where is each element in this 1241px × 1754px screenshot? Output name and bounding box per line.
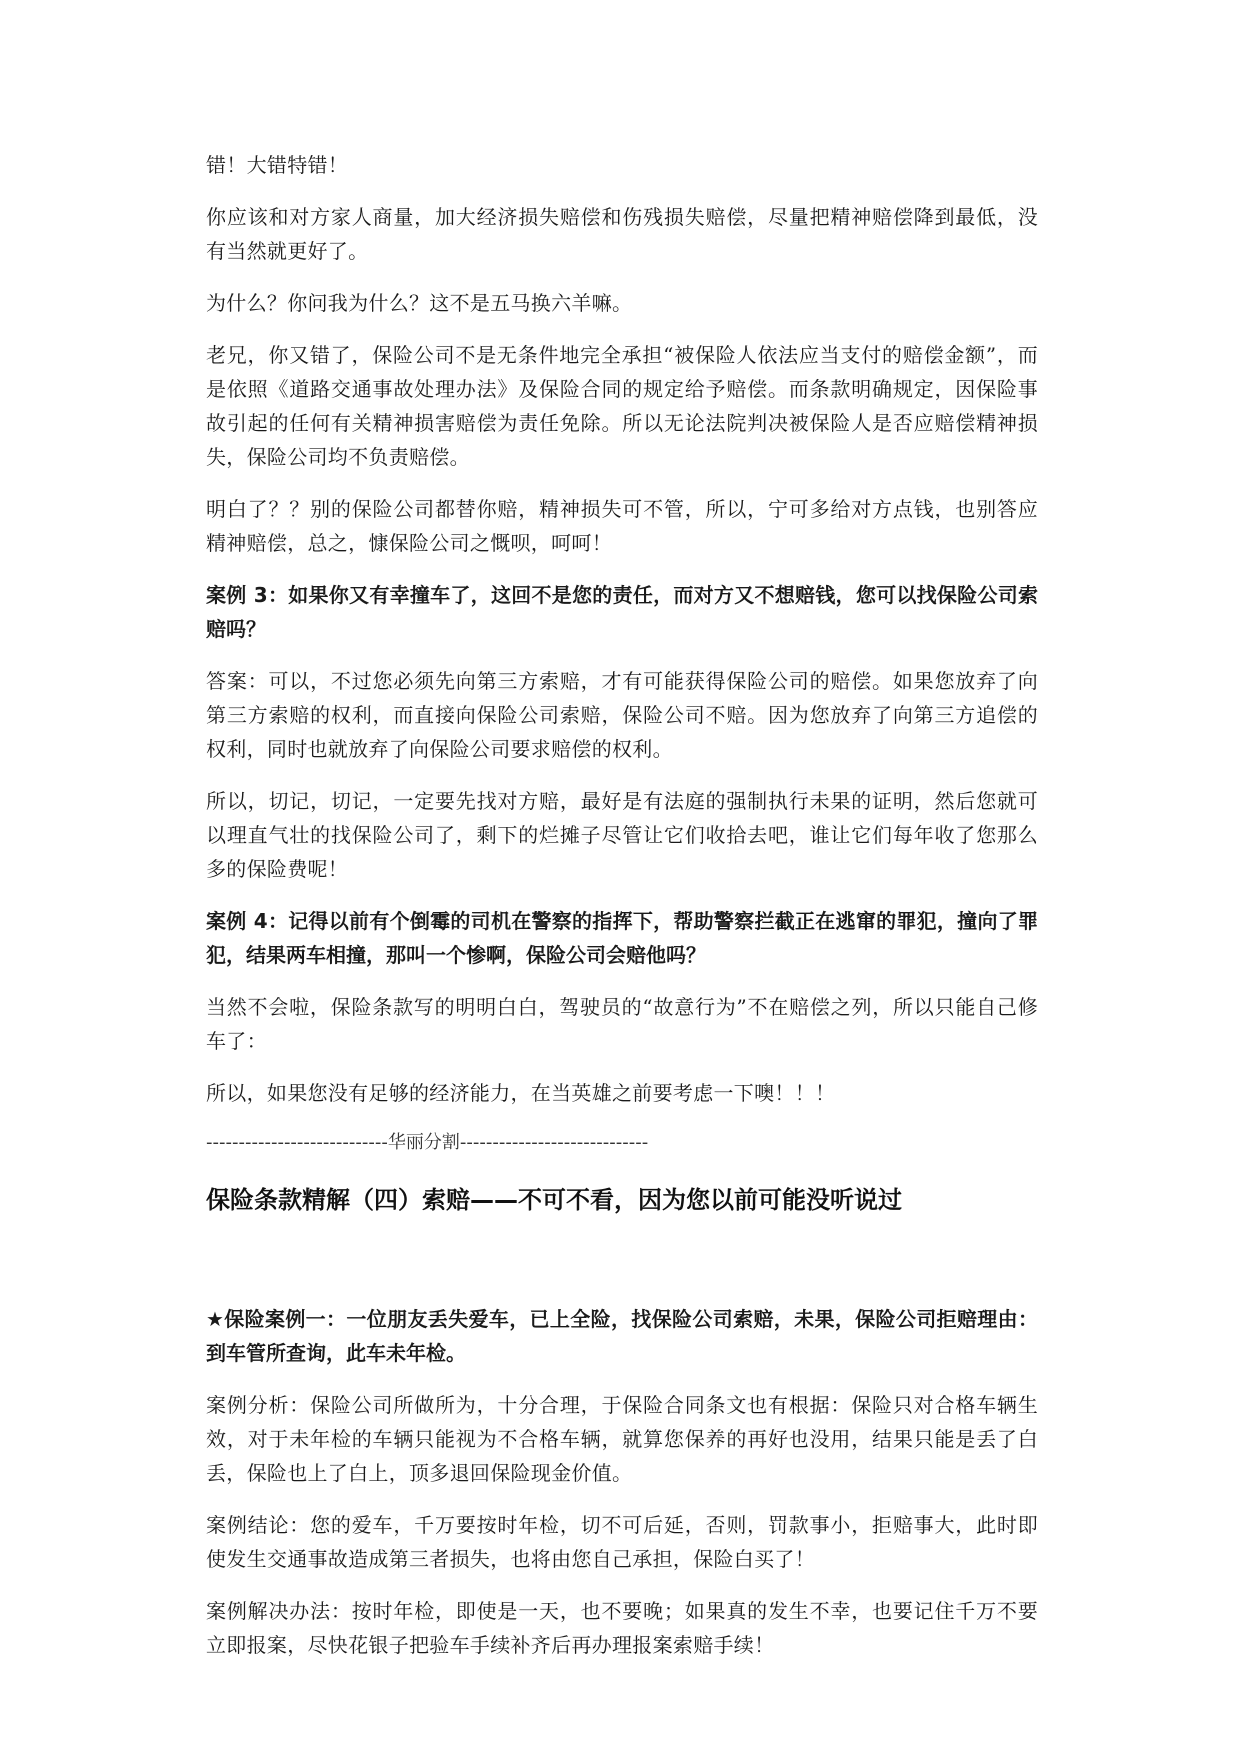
case-one-title: ★保险案例一：一位朋友丢失爱车，已上全险，找保险公司索赔，未果，保险公司拒赔理由：到车管所查询，此车未年检。 <box>206 1307 1038 1365</box>
paragraph-understand: 明白了？？别的保险公司都替你赔，精神损失可不管，所以，宁可多给对方点钱，也别答应精神赔偿，总之，慷保险公司之慨呗，呵呵！ <box>206 497 1038 555</box>
case-3-answer: 答案：可以，不过您必须先向第三方索赔，才有可能获得保险公司的赔偿。如果您放弃了向第三方索赔的权利，而直接向保险公司索赔，保险公司不赔。因为您放弃了向第三方追偿的权利，同时也就放弃了向保险公司要求赔偿的权利。 <box>206 669 1038 761</box>
case-4-advice: 所以，如果您没有足够的经济能力，在当英雄之前要考虑一下噢！！！ <box>206 1081 836 1105</box>
paragraph-wrong: 错！大错特错！ <box>206 153 349 177</box>
case-4-question: 案例 4：记得以前有个倒霉的司机在警察的指挥下，帮助警察拦截正在逃窜的罪犯，撞向了罪犯，结果两车相撞，那叫一个惨啊，保险公司会赔他吗？ <box>206 909 1038 967</box>
section-divider: ----------------------------华丽分割----------------------------- <box>206 1132 649 1153</box>
document-page <box>206 148 1038 1680</box>
paragraph-negotiate: 你应该和对方家人商量，加大经济损失赔偿和伤残损失赔偿，尽量把精神赔偿降到最低，没有当然就更好了。 <box>206 205 1038 263</box>
case-one-analysis: 案例分析：保险公司所做所为，十分合理，于保险合同条文也有根据：保险只对合格车辆生效，对于未年检的车辆只能视为不合格车辆，就算您保养的再好也没用，结果只能是丢了白丢，保险也上了白上，顶多退回保险现金价值。 <box>206 1393 1038 1485</box>
section-heading: 保险条款精解（四）索赔——不可不看，因为您以前可能没听说过 <box>206 1186 902 1214</box>
case-3-advice: 所以，切记，切记，一定要先找对方赔，最好是有法庭的强制执行未果的证明，然后您就可以理直气壮的找保险公司了，剩下的烂摊子尽管让它们收拾去吧，谁让它们每年收了您那么多的保险费呢！ <box>206 789 1038 881</box>
paragraph-explanation: 老兄，你又错了，保险公司不是无条件地完全承担“被保险人依法应当支付的赔偿金额”，而是依照《道路交通事故处理办法》及保险合同的规定给予赔偿。而条款明确规定，因保险事故引起的任何有关精神损害赔偿为责任免除。所以无论法院判决被保险人是否应赔偿精神损失，保险公司均不负责赔偿。 <box>206 343 1038 469</box>
paragraph-why: 为什么？你问我为什么？这不是五马换六羊嘛。 <box>206 291 633 315</box>
case-one-solution: 案例解决办法：按时年检，即使是一天，也不要晚；如果真的发生不幸，也要记住千万不要立即报案，尽快花银子把验车手续补齐后再办理报案索赔手续！ <box>206 1599 1038 1657</box>
case-4-answer: 当然不会啦，保险条款写的明明白白，驾驶员的“故意行为”不在赔偿之列，所以只能自己修车了： <box>206 995 1038 1053</box>
case-one-conclusion: 案例结论：您的爱车，千万要按时年检，切不可后延，否则，罚款事小，拒赔事大，此时即使发生交通事故造成第三者损失，也将由您自己承担，保险白买了！ <box>206 1513 1038 1571</box>
case-3-question: 案例 3：如果你又有幸撞车了，这回不是您的责任，而对方又不想赔钱，您可以找保险公司索赔吗？ <box>206 583 1038 641</box>
